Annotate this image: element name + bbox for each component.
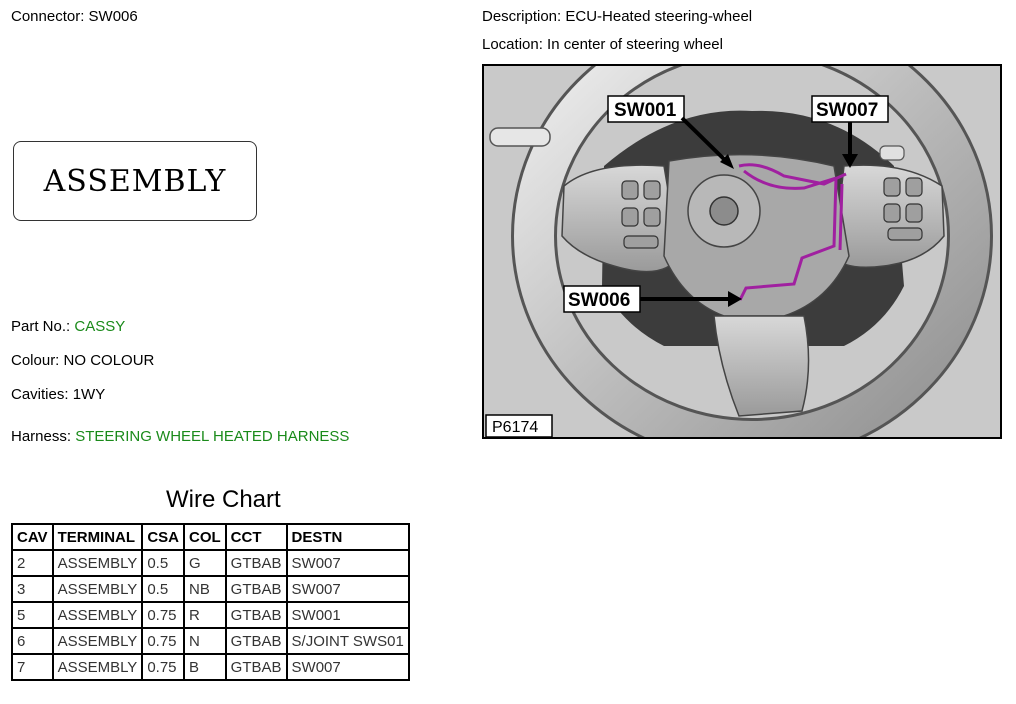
description-field [482,8,752,25]
location-value: In center of steering wheel [547,36,723,53]
colour-field [11,352,154,369]
location-label: Location: [482,36,548,53]
steering-wheel-svg [484,66,1000,437]
cell-col: G [184,550,226,576]
callout-sw006-label: SW006 [568,290,631,311]
part-no-value: CASSY [74,318,126,335]
cell-cct: GTBAB [226,550,287,576]
part-no-field [11,318,125,335]
cell-col: N [184,628,226,654]
cavities-field [11,386,105,403]
harness-label: Harness: [11,428,76,445]
connector-label: Connector: [11,8,89,25]
table-row [12,550,409,576]
cell-destn: SW007 [287,576,409,602]
cell-destn: SW007 [287,654,409,680]
hub-center [710,197,738,225]
cell-col: R [184,602,226,628]
header-cav: CAV [12,524,53,550]
cell-cav: 7 [12,654,53,680]
cell-cct: GTBAB [226,602,287,628]
header-destn: DESTN [287,524,409,550]
callout-sw007-label: SW007 [816,100,879,121]
cell-terminal: ASSEMBLY [53,654,143,680]
connector-field [11,8,138,25]
connector-face-label: ASSEMBLY [43,163,227,199]
harness-value: STEERING WHEEL HEATED HARNESS [75,428,350,445]
wire-chart-header-row [12,524,409,550]
cell-terminal: ASSEMBLY [53,628,143,654]
description-label: Description: [482,8,566,25]
header-cct: CCT [226,524,287,550]
cell-csa: 0.75 [142,628,184,654]
cell-terminal: ASSEMBLY [53,602,143,628]
cell-cct: GTBAB [226,654,287,680]
cell-cct: GTBAB [226,576,287,602]
cell-cav: 5 [12,602,53,628]
callout-sw001-label: SW001 [614,100,677,121]
cell-destn: SW001 [287,602,409,628]
header-col: COL [184,524,226,550]
wire-chart-table [11,523,410,681]
cavities-value: 1WY [72,386,106,403]
cell-csa: 0.5 [142,550,184,576]
steering-wheel-illustration [482,64,1002,439]
table-row [12,628,409,654]
harness-field [11,428,349,445]
header-terminal: TERMINAL [53,524,143,550]
header-csa: CSA [142,524,184,550]
lower-spoke [714,316,809,416]
part-no-label: Part No.: [11,318,75,335]
left-stalk [490,128,550,146]
cell-terminal: ASSEMBLY [53,576,143,602]
cell-terminal: ASSEMBLY [53,550,143,576]
left-spoke [562,165,679,271]
connector-face-graphic [13,141,257,221]
cavities-label: Cavities: [11,386,73,403]
cell-col: NB [184,576,226,602]
cell-csa: 0.75 [142,654,184,680]
colour-value: NO COLOUR [63,352,155,369]
description-value: ECU-Heated steering-wheel [565,8,753,25]
figure-id: P6174 [492,419,539,436]
cell-destn: SW007 [287,550,409,576]
cell-cav: 3 [12,576,53,602]
cell-col: B [184,654,226,680]
colour-label: Colour: [11,352,64,369]
table-row [12,602,409,628]
table-row [12,654,409,680]
location-field [482,36,723,53]
cell-destn: S/JOINT SWS01 [287,628,409,654]
cell-cct: GTBAB [226,628,287,654]
right-stalk [880,146,904,160]
cell-csa: 0.75 [142,602,184,628]
cell-cav: 6 [12,628,53,654]
wire-chart-title: Wire Chart [166,486,281,513]
connector-value: SW006 [88,8,138,25]
table-row [12,576,409,602]
cell-csa: 0.5 [142,576,184,602]
cell-cav: 2 [12,550,53,576]
